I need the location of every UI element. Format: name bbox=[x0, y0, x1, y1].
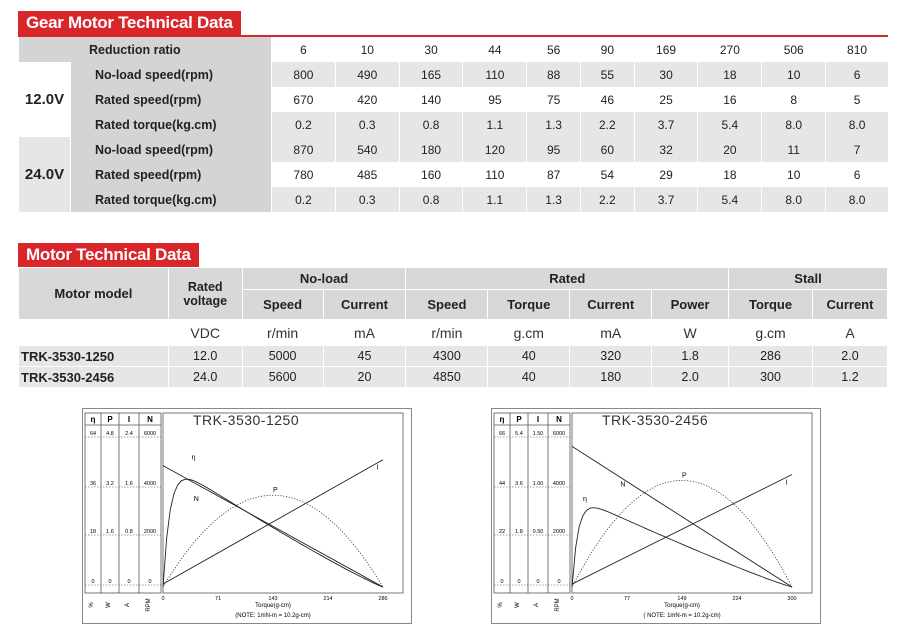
axis-unit-label: % bbox=[498, 602, 504, 608]
gear-value-cell: 120 bbox=[463, 137, 527, 162]
ratio-cell: 506 bbox=[762, 37, 826, 62]
motor-value-cell: 5000 bbox=[242, 346, 323, 367]
y-tick-label: 3.2 bbox=[106, 481, 114, 487]
unit-cell: mA bbox=[323, 320, 406, 346]
ratio-cell: 44 bbox=[463, 37, 527, 62]
gear-value-cell: 0.3 bbox=[335, 187, 399, 212]
efficiency-label: η bbox=[191, 454, 196, 462]
motor-value-cell: 40 bbox=[488, 346, 570, 367]
gear-value-cell: 87 bbox=[527, 162, 581, 187]
gear-row-label: Rated torque(kg.cm) bbox=[71, 112, 272, 137]
gear-value-cell: 95 bbox=[463, 87, 527, 112]
units-spacer bbox=[19, 320, 169, 346]
y-tick-label: 44 bbox=[498, 481, 506, 487]
axis-column-header: I bbox=[127, 415, 131, 424]
power-curve bbox=[572, 480, 792, 587]
gear-value-cell: 0.2 bbox=[272, 112, 336, 137]
motor-value-cell: 180 bbox=[570, 367, 652, 388]
motor-value-cell: 1.2 bbox=[812, 367, 887, 388]
gear-value-cell: 2.2 bbox=[580, 187, 634, 212]
gear-value-cell: 165 bbox=[399, 62, 463, 87]
chart-trk-3530-2456 bbox=[491, 408, 821, 624]
speed-label: N bbox=[193, 496, 199, 504]
voltage-label: 12.0V bbox=[19, 62, 71, 137]
motor-value-cell: 2.0 bbox=[652, 367, 729, 388]
gear-value-cell: 60 bbox=[580, 137, 634, 162]
y-tick-label: 22 bbox=[498, 529, 506, 535]
gear-row bbox=[19, 137, 889, 162]
stall-header: Stall bbox=[729, 268, 888, 290]
gear-value-cell: 1.3 bbox=[527, 187, 581, 212]
motor-subheader: Speed bbox=[406, 290, 488, 320]
ratio-cell: 169 bbox=[634, 37, 698, 62]
motor-value-cell: 300 bbox=[729, 367, 813, 388]
y-tick-label: 4.8 bbox=[106, 431, 114, 437]
motor-subheader: Power bbox=[652, 290, 729, 320]
gear-value-cell: 20 bbox=[698, 137, 762, 162]
gear-row-label: No-load speed(rpm) bbox=[71, 62, 272, 87]
y-tick-label: 6000 bbox=[143, 431, 157, 437]
gear-value-cell: 5 bbox=[826, 87, 888, 112]
gear-value-cell: 1.1 bbox=[463, 112, 527, 137]
gear-value-cell: 8.0 bbox=[762, 112, 826, 137]
ratio-cell: 810 bbox=[826, 37, 888, 62]
y-tick-label: 2.4 bbox=[125, 431, 133, 437]
gear-value-cell: 5.4 bbox=[698, 112, 762, 137]
gear-value-cell: 670 bbox=[272, 87, 336, 112]
power-curve bbox=[163, 495, 383, 587]
gear-row bbox=[19, 112, 889, 137]
current-label: I bbox=[376, 464, 379, 472]
gear-value-cell: 3.7 bbox=[634, 112, 698, 137]
axis-column-header: η bbox=[499, 415, 505, 424]
y-tick-label: 0 bbox=[148, 579, 152, 585]
motor-row bbox=[19, 346, 888, 367]
performance-curve-plot-1 bbox=[83, 409, 411, 623]
gear-row bbox=[19, 187, 889, 212]
current-curve bbox=[163, 460, 383, 584]
x-tick-label: 149 bbox=[677, 596, 687, 602]
gear-value-cell: 16 bbox=[698, 87, 762, 112]
motor-value-cell: 4300 bbox=[406, 346, 488, 367]
gear-value-cell: 54 bbox=[580, 162, 634, 187]
gear-value-cell: 95 bbox=[527, 137, 581, 162]
gear-value-cell: 160 bbox=[399, 162, 463, 187]
y-tick-label: 0.50 bbox=[532, 529, 544, 535]
axis-column-header: η bbox=[90, 415, 96, 424]
x-tick-label: 300 bbox=[787, 596, 797, 602]
gear-row-label: Rated speed(rpm) bbox=[71, 87, 272, 112]
gear-value-cell: 8.0 bbox=[826, 187, 888, 212]
gear-value-cell: 0.3 bbox=[335, 112, 399, 137]
y-tick-label: 0 bbox=[500, 579, 504, 585]
gear-value-cell: 3.7 bbox=[634, 187, 698, 212]
gear-value-cell: 25 bbox=[634, 87, 698, 112]
gear-value-cell: 30 bbox=[634, 62, 698, 87]
motor-value-cell: 40 bbox=[488, 367, 570, 388]
motor-model-cell: TRK-3530-2456 bbox=[19, 367, 169, 388]
motor-value-cell: 20 bbox=[323, 367, 406, 388]
ratio-cell: 6 bbox=[272, 37, 336, 62]
ratio-cell: 30 bbox=[399, 37, 463, 62]
gear-value-cell: 8.0 bbox=[762, 187, 826, 212]
x-tick-label: 224 bbox=[732, 596, 742, 602]
y-tick-label: 66 bbox=[498, 431, 506, 437]
plot-frame bbox=[163, 413, 403, 593]
gear-value-cell: 46 bbox=[580, 87, 634, 112]
x-axis-label: Torque(g-cm) bbox=[255, 603, 291, 609]
axis-column-header: N bbox=[147, 415, 153, 424]
motor-subheader: Torque bbox=[488, 290, 570, 320]
gear-value-cell: 490 bbox=[335, 62, 399, 87]
gear-value-cell: 180 bbox=[399, 137, 463, 162]
gear-value-cell: 110 bbox=[463, 62, 527, 87]
y-tick-label: 0 bbox=[517, 579, 521, 585]
y-tick-label: 0 bbox=[108, 579, 112, 585]
motor-subheader: Current bbox=[323, 290, 406, 320]
motor-value-cell: 2.0 bbox=[812, 346, 887, 367]
axis-column-header: P bbox=[516, 415, 522, 424]
axis-column-header: N bbox=[556, 415, 562, 424]
gear-value-cell: 0.8 bbox=[399, 112, 463, 137]
motor-value-cell: 5600 bbox=[242, 367, 323, 388]
gear-value-cell: 6 bbox=[826, 162, 888, 187]
axis-unit-label: RPM bbox=[555, 598, 561, 612]
unit-cell: W bbox=[652, 320, 729, 346]
chart-title: TRK-3530-2456 bbox=[602, 412, 709, 428]
efficiency-curve bbox=[572, 508, 792, 587]
gear-data-table bbox=[18, 37, 888, 212]
motor-data-table bbox=[18, 267, 888, 388]
ratio-cell: 10 bbox=[335, 37, 399, 62]
unit-note: (NOTE: 1mN-m = 10.2g-cm) bbox=[235, 613, 311, 619]
x-tick-label: 214 bbox=[323, 596, 333, 602]
axis-columns-frame bbox=[494, 413, 570, 593]
y-tick-label: 1.8 bbox=[515, 529, 523, 535]
y-tick-label: 1.50 bbox=[532, 431, 544, 437]
y-tick-label: 2000 bbox=[552, 529, 566, 535]
axis-unit-label: A bbox=[125, 602, 131, 608]
chart-title: TRK-3530-1250 bbox=[193, 412, 300, 428]
y-tick-label: 64 bbox=[89, 431, 97, 437]
y-tick-label: 5.4 bbox=[515, 431, 523, 437]
motor-subheader: Speed bbox=[242, 290, 323, 320]
voltage-label: 24.0V bbox=[19, 137, 71, 212]
gear-value-cell: 11 bbox=[762, 137, 826, 162]
gear-value-cell: 18 bbox=[698, 62, 762, 87]
gear-value-cell: 140 bbox=[399, 87, 463, 112]
gear-row bbox=[19, 162, 889, 187]
gear-value-cell: 10 bbox=[762, 162, 826, 187]
y-tick-label: 36 bbox=[89, 481, 97, 487]
gear-value-cell: 540 bbox=[335, 137, 399, 162]
ratio-cell: 90 bbox=[580, 37, 634, 62]
gear-section-title: Gear Motor Technical Data bbox=[18, 11, 241, 35]
gear-value-cell: 1.3 bbox=[527, 112, 581, 137]
gear-value-cell: 88 bbox=[527, 62, 581, 87]
y-tick-label: 3.6 bbox=[515, 481, 523, 487]
gear-value-cell: 10 bbox=[762, 62, 826, 87]
efficiency-label: η bbox=[583, 496, 587, 504]
gear-row-label: No-load speed(rpm) bbox=[71, 137, 272, 162]
x-tick-label: 286 bbox=[378, 596, 388, 602]
gear-value-cell: 29 bbox=[634, 162, 698, 187]
y-tick-label: 1.6 bbox=[106, 529, 114, 535]
speed-curve bbox=[572, 446, 792, 587]
gear-value-cell: 2.2 bbox=[580, 112, 634, 137]
x-axis-label: Torque(g-cm) bbox=[664, 603, 700, 609]
motor-value-cell: 286 bbox=[729, 346, 813, 367]
gear-value-cell: 8 bbox=[762, 87, 826, 112]
gear-value-cell: 0.8 bbox=[399, 187, 463, 212]
gear-value-cell: 18 bbox=[698, 162, 762, 187]
noload-header: No-load bbox=[242, 268, 406, 290]
gear-value-cell: 7 bbox=[826, 137, 888, 162]
motor-value-cell: 320 bbox=[570, 346, 652, 367]
y-tick-label: 0.8 bbox=[125, 529, 133, 535]
gear-row-label: Rated speed(rpm) bbox=[71, 162, 272, 187]
unit-cell: A bbox=[812, 320, 887, 346]
y-tick-label: 4000 bbox=[143, 481, 157, 487]
axis-unit-label: RPM bbox=[146, 598, 152, 612]
gear-value-cell: 6 bbox=[826, 62, 888, 87]
y-tick-label: 0 bbox=[91, 579, 95, 585]
motor-row bbox=[19, 367, 888, 388]
ratio-cell: 270 bbox=[698, 37, 762, 62]
gear-value-cell: 75 bbox=[527, 87, 581, 112]
unit-note: ( NOTE: 1mN-m = 10.2g-cm) bbox=[643, 613, 721, 619]
gear-row bbox=[19, 87, 889, 112]
axis-unit-label: W bbox=[515, 602, 521, 608]
motor-value-cell: 1.8 bbox=[652, 346, 729, 367]
current-curve bbox=[572, 475, 792, 585]
motor-subheader: Torque bbox=[729, 290, 813, 320]
gear-value-cell: 800 bbox=[272, 62, 336, 87]
y-tick-label: 0 bbox=[127, 579, 131, 585]
motor-value-cell: 4850 bbox=[406, 367, 488, 388]
gear-row bbox=[19, 62, 889, 87]
gear-value-cell: 55 bbox=[580, 62, 634, 87]
performance-curve-plot-2 bbox=[492, 409, 820, 623]
unit-cell: r/min bbox=[242, 320, 323, 346]
gear-value-cell: 0.2 bbox=[272, 187, 336, 212]
unit-cell: VDC bbox=[168, 320, 242, 346]
axis-columns-frame bbox=[85, 413, 161, 593]
gear-value-cell: 1.1 bbox=[463, 187, 527, 212]
ratio-cell: 56 bbox=[527, 37, 581, 62]
y-tick-label: 18 bbox=[89, 529, 97, 535]
motor-subheader: Current bbox=[570, 290, 652, 320]
gear-row-label: Rated torque(kg.cm) bbox=[71, 187, 272, 212]
motor-subheader: Current bbox=[812, 290, 887, 320]
gear-value-cell: 485 bbox=[335, 162, 399, 187]
x-tick-label: 0 bbox=[161, 596, 165, 602]
motor-section-title: Motor Technical Data bbox=[18, 243, 199, 267]
power-label: P bbox=[682, 472, 687, 480]
axis-column-header: P bbox=[107, 415, 113, 424]
gear-value-cell: 780 bbox=[272, 162, 336, 187]
motor-value-cell: 45 bbox=[323, 346, 406, 367]
gear-value-cell: 870 bbox=[272, 137, 336, 162]
gear-value-cell: 420 bbox=[335, 87, 399, 112]
axis-unit-label: A bbox=[534, 602, 540, 608]
gear-value-cell: 8.0 bbox=[826, 112, 888, 137]
y-tick-label: 2000 bbox=[143, 529, 157, 535]
x-tick-label: 71 bbox=[214, 596, 222, 602]
axis-unit-label: % bbox=[89, 602, 95, 608]
gear-value-cell: 110 bbox=[463, 162, 527, 187]
y-tick-label: 1.6 bbox=[125, 481, 133, 487]
y-tick-label: 1.00 bbox=[532, 481, 544, 487]
y-tick-label: 0 bbox=[536, 579, 540, 585]
unit-cell: mA bbox=[570, 320, 652, 346]
axis-unit-label: W bbox=[106, 602, 112, 608]
current-label: I bbox=[785, 479, 788, 487]
x-tick-label: 143 bbox=[268, 596, 278, 602]
unit-cell: r/min bbox=[406, 320, 488, 346]
unit-cell: g.cm bbox=[729, 320, 813, 346]
y-tick-label: 0 bbox=[557, 579, 561, 585]
motor-model-header: Motor model bbox=[19, 268, 169, 320]
y-tick-label: 6000 bbox=[552, 431, 566, 437]
reduction-ratio-label: Reduction ratio bbox=[19, 37, 272, 62]
speed-curve bbox=[163, 466, 383, 587]
x-tick-label: 77 bbox=[623, 596, 631, 602]
gear-value-cell: 32 bbox=[634, 137, 698, 162]
axis-column-header: I bbox=[536, 415, 540, 424]
unit-cell: g.cm bbox=[488, 320, 570, 346]
rated-header: Rated bbox=[406, 268, 729, 290]
chart-trk-3530-1250 bbox=[82, 408, 412, 624]
y-tick-label: 4000 bbox=[552, 481, 566, 487]
rated-voltage-header: Rated voltage bbox=[168, 268, 242, 320]
motor-model-cell: TRK-3530-1250 bbox=[19, 346, 169, 367]
motor-value-cell: 12.0 bbox=[168, 346, 242, 367]
power-label: P bbox=[273, 487, 278, 495]
motor-value-cell: 24.0 bbox=[168, 367, 242, 388]
x-tick-label: 0 bbox=[570, 596, 574, 602]
gear-value-cell: 5.4 bbox=[698, 187, 762, 212]
speed-label: N bbox=[620, 481, 626, 489]
